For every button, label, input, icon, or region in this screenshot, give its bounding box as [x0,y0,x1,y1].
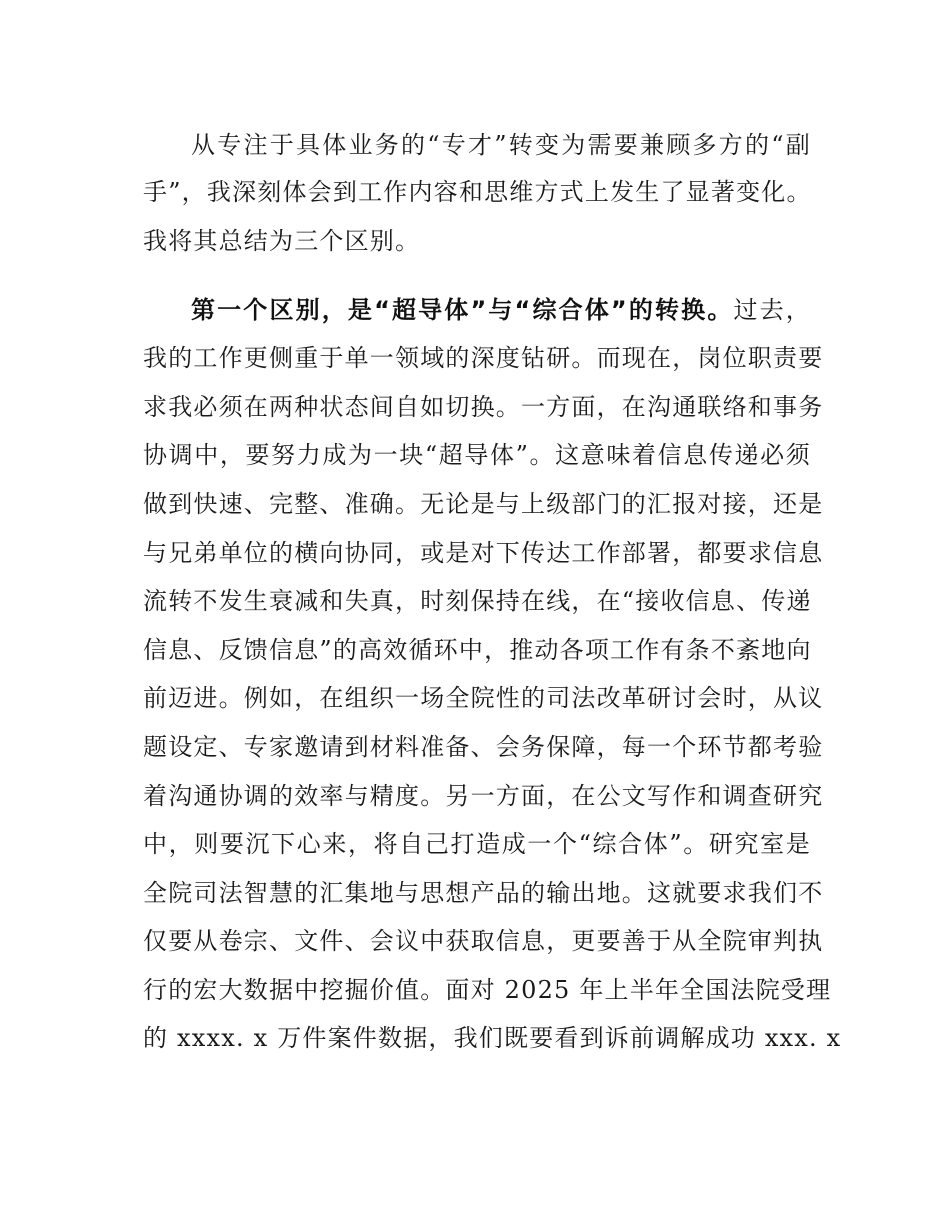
paragraph-2-line-1-rest: 过去， [733,296,811,324]
paragraph-1-line-3: 我将其总结为三个区别。 [143,227,421,255]
paragraph-1-line-1: 从专注于具体业务的“专才”转变为需要兼顾多方的“副 [191,131,811,159]
paragraph-2-line-13: 全院司法智慧的汇集地与思想产品的输出地。这就要求我们不 [143,879,824,907]
paragraph-2-line-11: 着沟通协调的效率与精度。另一方面，在公文写作和调查研究 [143,782,824,810]
paragraph-2-line-5: 做到快速、完整、准确。无论是与上级部门的汇报对接，还是 [143,490,824,518]
paragraph-2-line-6: 与兄弟单位的横向协同，或是对下传达工作部署，都要求信息 [143,539,824,567]
paragraph-2-line-14: 仅要从卷宗、文件、会议中获取信息，更要善于从全院审判执 [143,927,824,955]
paragraph-2-line-16: 的 xxxx. x 万件案件数据，我们既要看到诉前调解成功 xxx. x [143,1024,842,1052]
paragraph-2-line-8: 信息、反馈信息”的高效循环中，推动各项工作有条不紊地向 [143,636,812,664]
paragraph-2-line-12: 中，则要沉下心来，将自己打造成一个“综合体”。研究室是 [143,830,811,858]
paragraph-2-line-4: 协调中，要努力成为一块“超导体”。这意味着信息传递必须 [143,441,811,469]
paragraph-2-line-3: 求我必须在两种状态间自如切换。一方面，在沟通联络和事务 [143,393,824,421]
paragraph-2-line-10: 题设定、专家邀请到材料准备、会务保障，每一个环节都考验 [143,733,824,761]
paragraph-2-line-7: 流转不发生衰减和失真，时刻保持在线，在“接收信息、传递 [143,587,812,615]
paragraph-2-bold-heading: 第一个区别，是“超导体”与“综合体”的转换。 [191,296,734,324]
paragraph-1-line-2: 手”，我深刻体会到工作内容和思维方式上发生了显著变化。 [143,178,812,206]
paragraph-2-line-9: 前迈进。例如，在组织一场全院性的司法改革研讨会时，从议 [143,684,824,712]
paragraph-2-line-15: 行的宏大数据中挖掘价值。面对 2025 年上半年全国法院受理 [143,976,832,1004]
paragraph-2-line-2: 我的工作更侧重于单一领域的深度钻研。而现在，岗位职责要 [143,344,824,372]
paragraph-2-line-1 [191,292,811,328]
